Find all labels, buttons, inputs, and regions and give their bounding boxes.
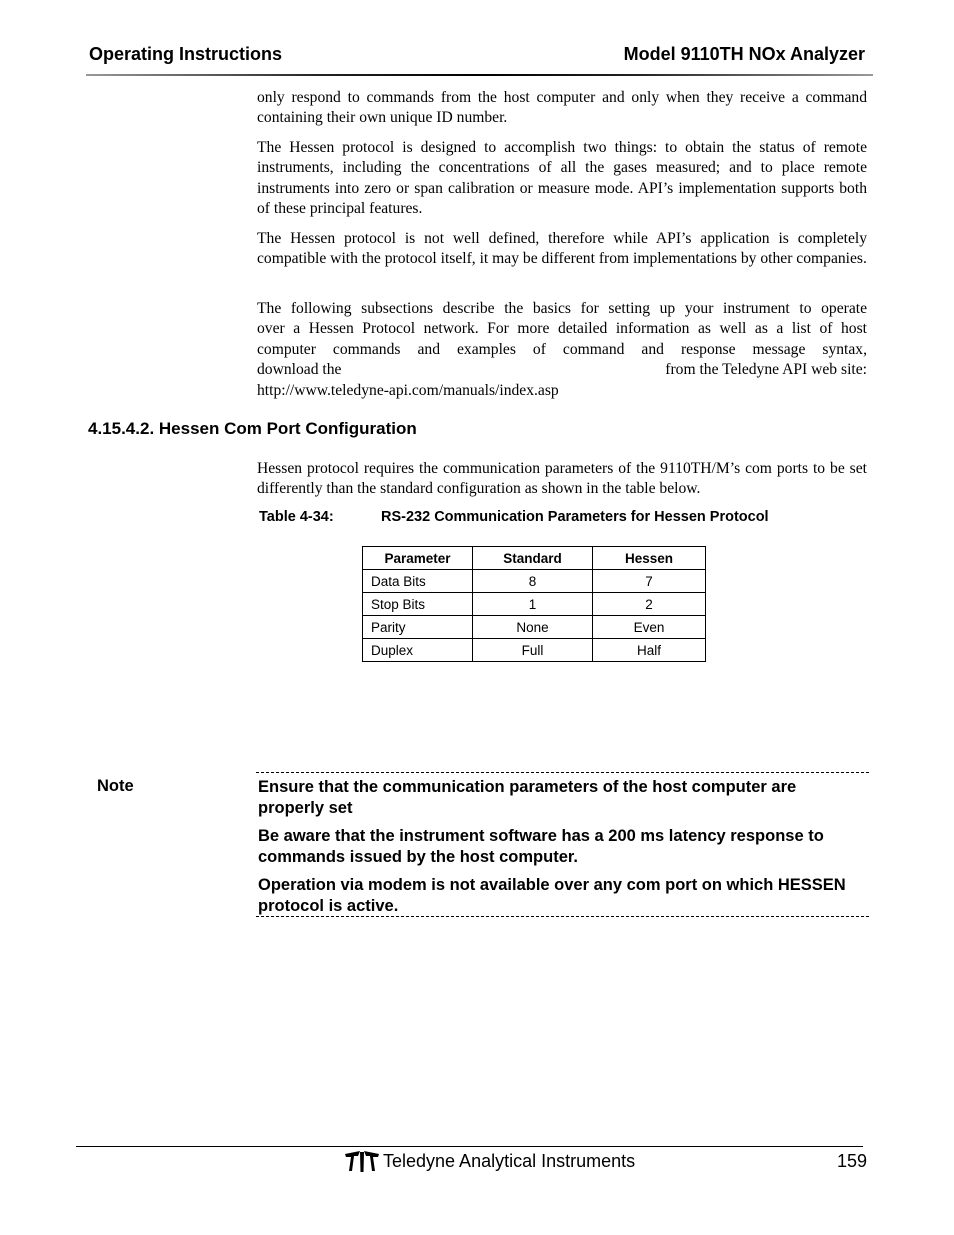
column-header: Standard <box>473 547 593 570</box>
manuals-url[interactable]: http://www.teledyne-api.com/manuals/index.asp <box>257 381 559 399</box>
page-number: 159 <box>836 1151 867 1171</box>
paragraph-4-line-4-right: from the Teledyne API web site: <box>665 361 867 379</box>
table-cell: 1 <box>473 593 593 616</box>
paragraph-4-line-4-left: download the <box>257 361 342 379</box>
note-item-1: Ensure that the communication parameters of the host computer are properly set <box>258 778 797 817</box>
table-cell: Data Bits <box>363 570 473 593</box>
note-bottom-divider <box>256 916 869 917</box>
table-cell: None <box>473 616 593 639</box>
table-row <box>363 616 706 639</box>
note-label: Note <box>97 777 134 795</box>
table-cell: Half <box>593 639 706 662</box>
teledyne-logo-icon <box>345 1151 379 1173</box>
table-cell: 8 <box>473 570 593 593</box>
table-cell: Full <box>473 639 593 662</box>
table-cell: 7 <box>593 570 706 593</box>
table-cell: Even <box>593 616 706 639</box>
paragraph-4-line-4 <box>257 360 867 380</box>
table-cell: Stop Bits <box>363 593 473 616</box>
table-header-row <box>363 547 706 570</box>
paragraph-1: only respond to commands from the host computer and only when they receive a command containing their own unique ID number. <box>257 89 867 127</box>
note-item-2: Be aware that the instrument software has a 200 ms latency response to commands issued by the host computer. <box>258 827 824 866</box>
paragraph-4-line-2: over a Hessen Protocol network. For more detailed information as well as a list of host <box>257 320 867 338</box>
table-caption-title: RS-232 Communication Parameters for Hessen Protocol <box>381 509 769 525</box>
column-header: Parameter <box>363 547 473 570</box>
table-row <box>363 639 706 662</box>
header-right-title: Model 9110TH NOx Analyzer <box>623 44 865 64</box>
footer-rule <box>76 1146 863 1147</box>
paragraph-4-line-1: The following subsections describe the basics for setting up your instrument to operate <box>257 300 867 317</box>
column-header: Hessen <box>593 547 706 570</box>
table-cell: Duplex <box>363 639 473 662</box>
header-rule <box>86 74 873 76</box>
table-row <box>363 570 706 593</box>
parameters-table <box>362 546 706 662</box>
table-cell: 2 <box>593 593 706 616</box>
footer-company: Teledyne Analytical Instruments <box>383 1151 636 1171</box>
paragraph-4-line-3: computer commands and examples of command and response message syntax, <box>257 340 867 358</box>
note-top-divider <box>256 772 869 773</box>
note-item-3: Operation via modem is not available over any com port on which HESSEN protocol is active. <box>258 876 846 915</box>
table-cell: Parity <box>363 616 473 639</box>
table-caption-number: Table 4-34: <box>259 509 334 525</box>
paragraph-2: The Hessen protocol is designed to accomplish two things: to obtain the status of remote instruments, including the concentrations of all the gases measured; and to place remote instruments into zero or span calibration or measure mode. API’s implementation supports both of these principal features. <box>257 139 867 218</box>
section-heading: 4.15.4.2. Hessen Com Port Configuration <box>88 419 417 438</box>
table-row <box>363 593 706 616</box>
paragraph-3: The Hessen protocol is not well defined, therefore while API’s application is completely compatible with the protocol itself, it may be different from implementations by other companies. <box>257 230 867 268</box>
section-paragraph: Hessen protocol requires the communication parameters of the 9110TH/M’s com ports to be set differently than the standard configuration as shown in the table below. <box>257 460 867 498</box>
table-caption <box>259 509 769 525</box>
paragraph-4 <box>257 299 867 401</box>
header-left-title: Operating Instructions <box>89 44 283 64</box>
